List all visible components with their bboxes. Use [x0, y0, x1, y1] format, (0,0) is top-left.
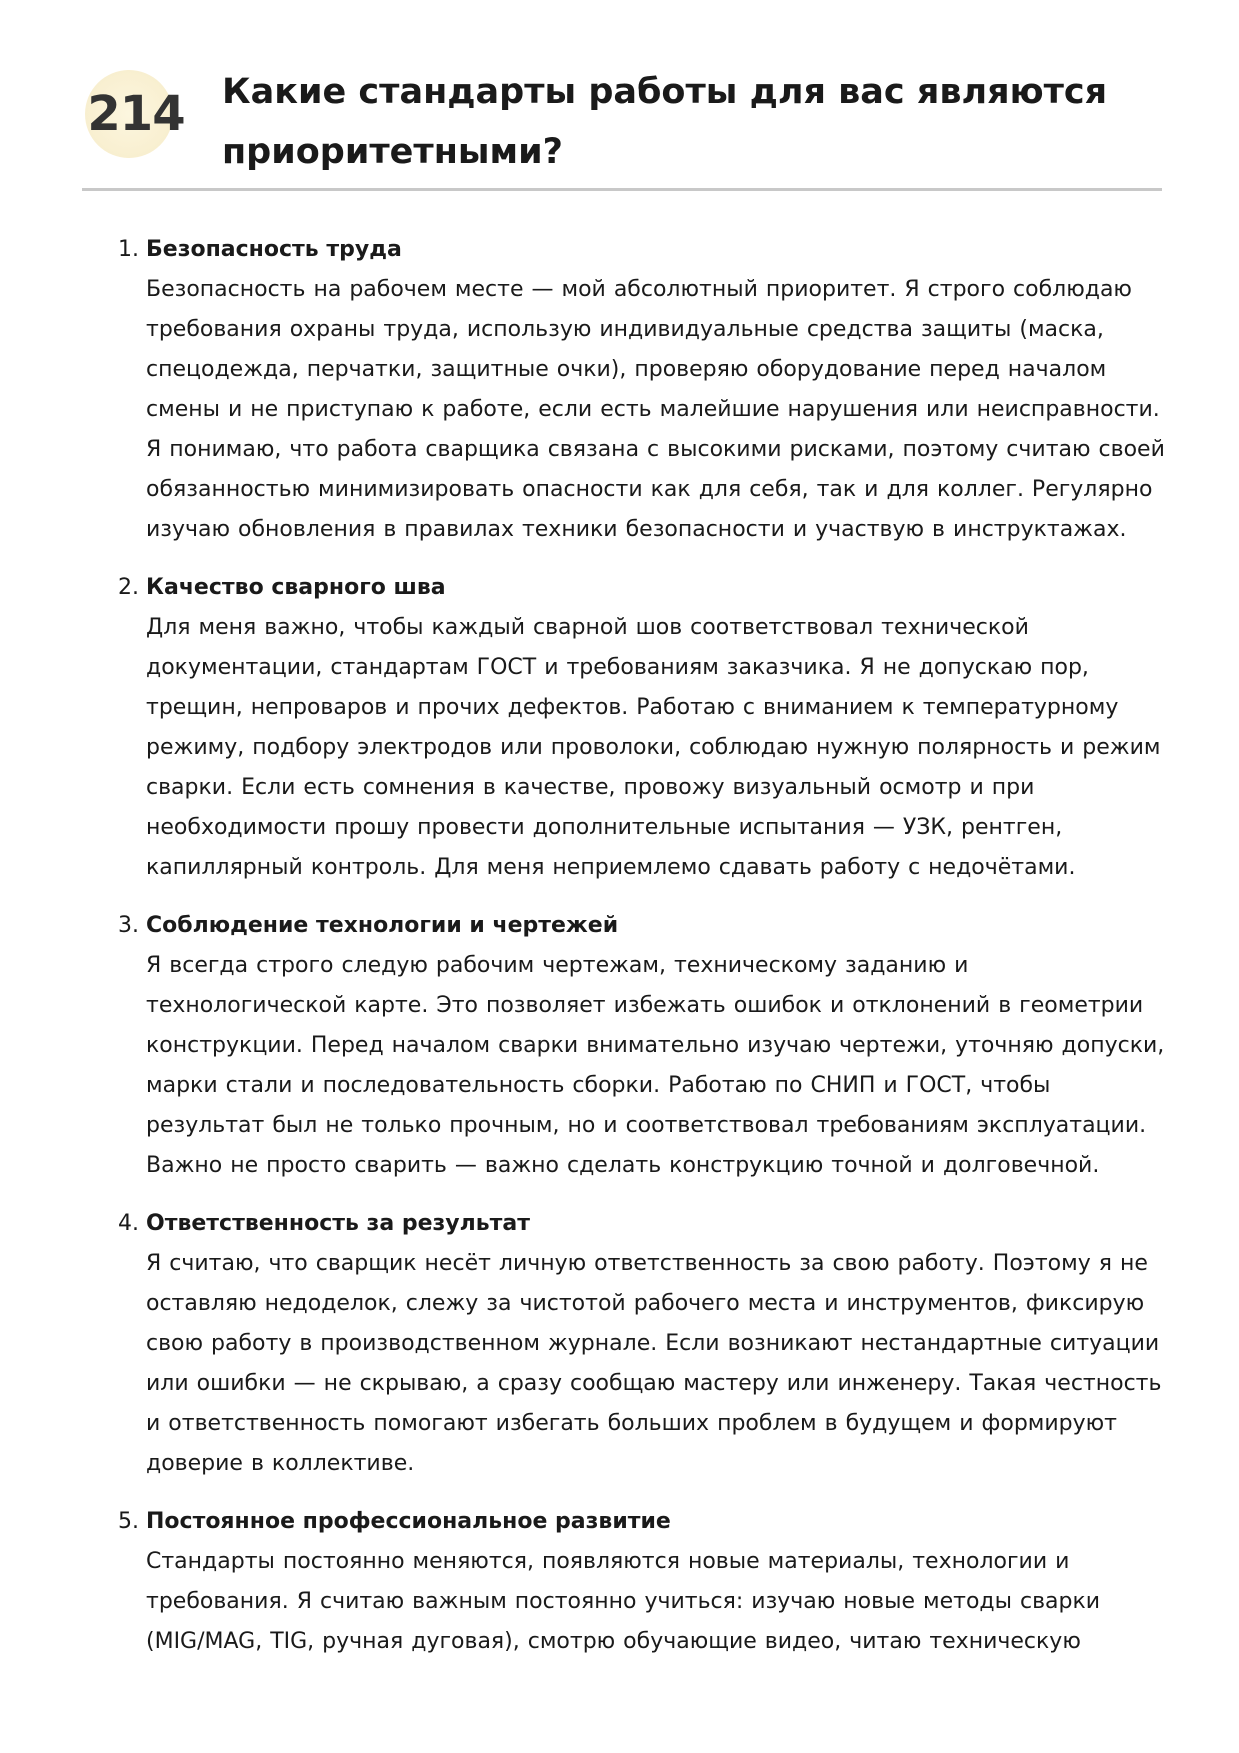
- page-header: [82, 58, 1162, 191]
- item-body: Для меня важно, чтобы каждый сварной шов соответствовал технической документации, стандартам ГОСТ и требованиям заказчика. Я не допускаю пор, трещин, непроваров и прочих дефектов. Работаю с вниманием к температурному режиму, подбору электродов или проволоки, соблюдаю нужную полярность и режим сварки. Если есть сомнения в качестве, провожу визуальный осмотр и при необходимости прошу провести дополнительные испытания — УЗК, рентген, капиллярный контроль. Для меня неприемлемо сдавать работу с недочётами.: [146, 615, 1161, 880]
- item-body: Я всегда строго следую рабочим чертежам, техническому заданию и технологической карте. Это позволяет избежать ошибок и отклонений в геометрии конструкции. Перед началом сварки внимательно изучаю чертежи, уточняю допуски, марки стали и последовательность сборки. Работаю по СНИП и ГОСТ, чтобы результат был не только прочным, но и соответствовал требованиям эксплуатации. Важно не просто сварить — важно сделать конструкцию точной и долговечной.: [146, 953, 1165, 1178]
- item-title: Постоянное профессиональное развитие: [146, 1509, 671, 1534]
- list-item: [114, 568, 1174, 888]
- standards-list: [114, 230, 1174, 1680]
- question-number-badge: [85, 70, 185, 158]
- item-title: Безопасность труда: [146, 237, 402, 262]
- item-body: Я считаю, что сварщик несёт личную ответственность за свою работу. Поэтому я не оставляю недоделок, слежу за чистотой рабочего места и инструментов, фиксирую свою работу в производственном журнале. Если возникают нестандартные ситуации или ошибки — не скрываю, а сразу сообщаю мастеру или инженеру. Такая честность и ответственность помогают избегать больших проблем в будущем и формируют доверие в коллективе.: [146, 1251, 1162, 1476]
- item-body: Безопасность на рабочем месте — мой абсолютный приоритет. Я строго соблюдаю требования охраны труда, использую индивидуальные средства защиты (маска, спецодежда, перчатки, защитные очки), проверяю оборудование перед началом смены и не приступаю к работе, если есть малейшие нарушения или неисправности. Я понимаю, что работа сварщика связана с высокими рисками, поэтому считаю своей обязанностью минимизировать опасности как для себя, так и для коллег. Регулярно изучаю обновления в правилах техники безопасности и участвую в инструктажах.: [146, 277, 1165, 542]
- item-number: 2.: [118, 575, 139, 600]
- item-number: 3.: [118, 913, 139, 938]
- question-number: 214: [87, 86, 185, 142]
- item-number: 4.: [118, 1211, 139, 1236]
- page-title: Какие стандарты работы для вас являются приоритетными?: [222, 72, 1108, 172]
- item-number: 1.: [118, 237, 139, 262]
- list-item: [114, 230, 1174, 550]
- list-item: [114, 906, 1174, 1186]
- item-number: 5.: [118, 1509, 139, 1534]
- item-title: Соблюдение технологии и чертежей: [146, 913, 619, 938]
- item-body: Стандарты постоянно меняются, появляются новые материалы, технологии и требования. Я считаю важным постоянно учиться: изучаю новые методы сварки (MIG/MAG, TIG, ручная дуговая), смотрю обучающие видео, читаю техническую: [146, 1549, 1101, 1654]
- list-item: [114, 1502, 1174, 1662]
- item-title: Качество сварного шва: [146, 575, 446, 600]
- list-item: [114, 1204, 1174, 1484]
- item-title: Ответственность за результат: [146, 1211, 531, 1236]
